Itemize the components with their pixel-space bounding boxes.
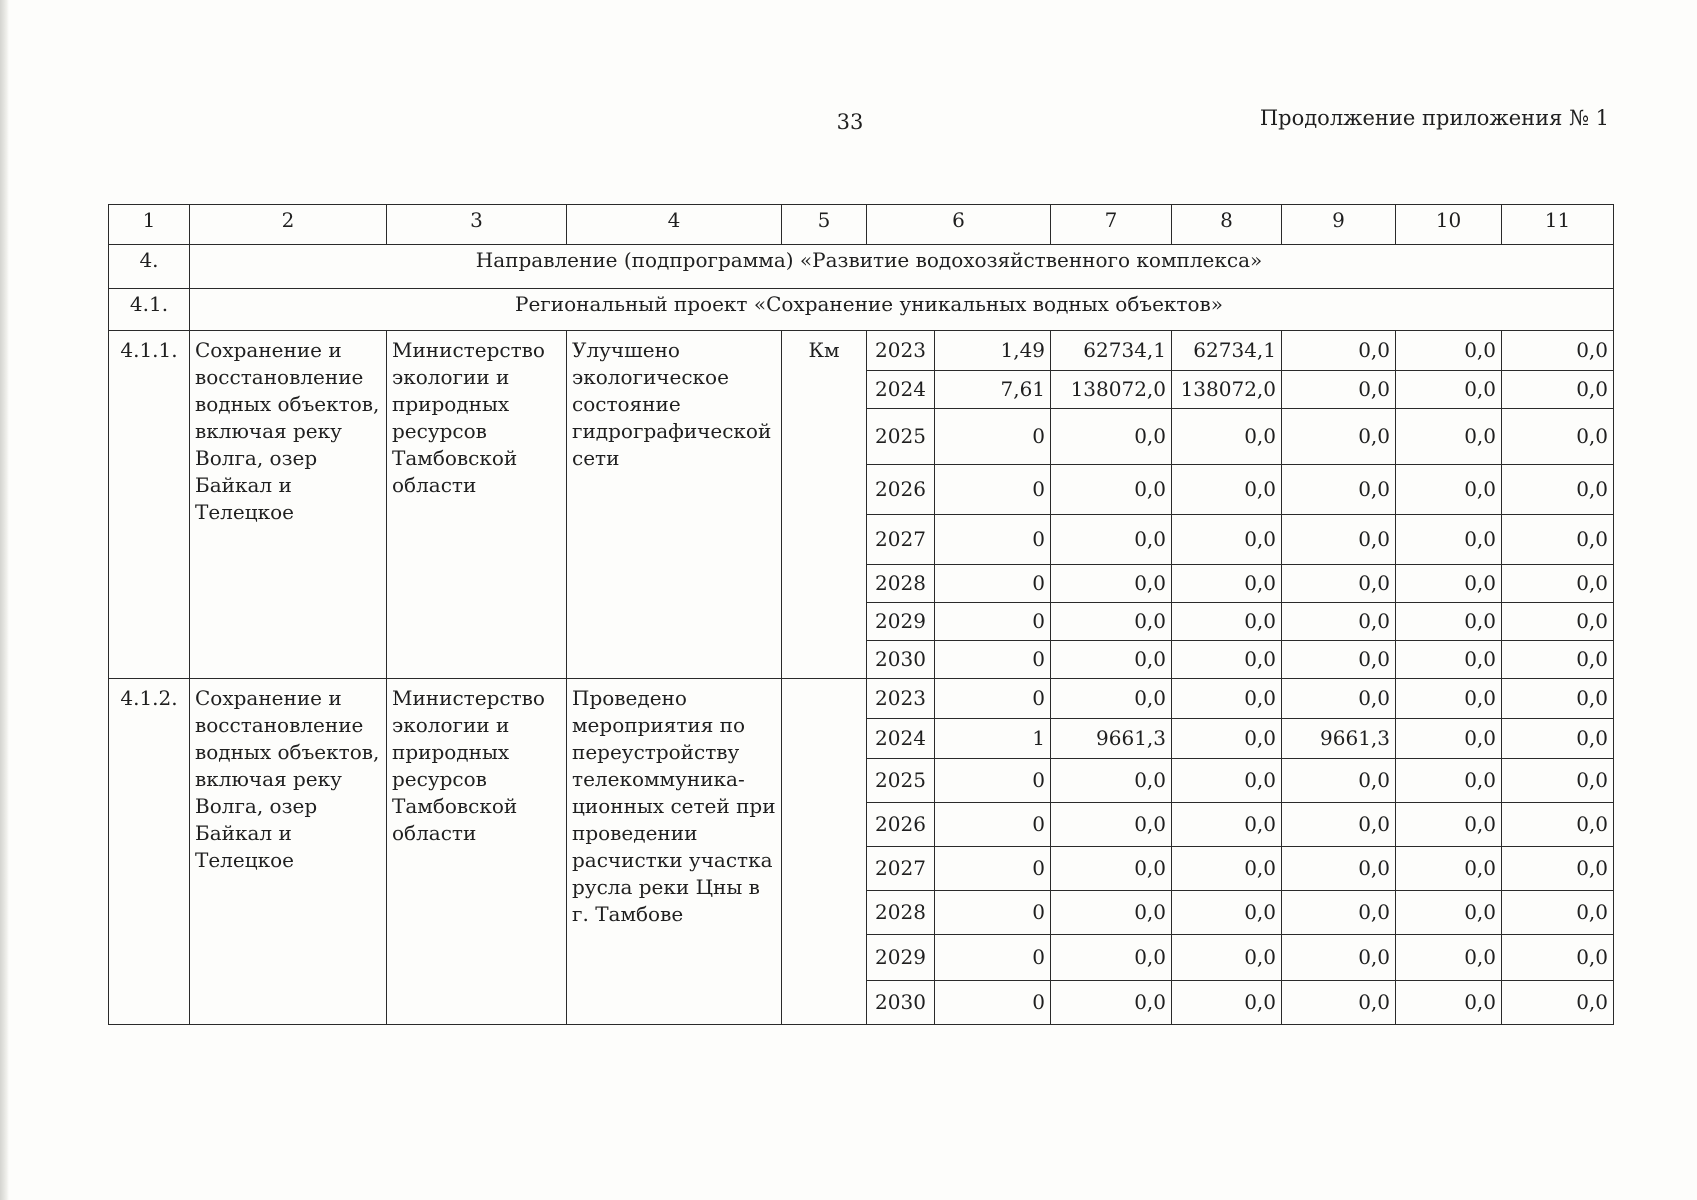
- year-cell: 2027: [867, 847, 935, 891]
- regional-budget: 0,0: [1282, 935, 1396, 981]
- indicator-value: 0: [935, 515, 1051, 565]
- federal-budget: 0,0: [1172, 847, 1282, 891]
- column-number: 3: [387, 205, 567, 245]
- total-amount: 0,0: [1051, 679, 1172, 719]
- year-cell: 2029: [867, 935, 935, 981]
- regional-budget: 0,0: [1282, 465, 1396, 515]
- total-amount: 0,0: [1051, 891, 1172, 935]
- total-amount: 0,0: [1051, 409, 1172, 465]
- year-cell: 2030: [867, 981, 935, 1025]
- indicator-value: 0: [935, 981, 1051, 1025]
- other-sources: 0,0: [1502, 981, 1614, 1025]
- year-cell: 2024: [867, 371, 935, 409]
- indicator-value: 0: [935, 935, 1051, 981]
- year-cell: 2025: [867, 759, 935, 803]
- total-amount: 138072,0: [1051, 371, 1172, 409]
- local-budget: 0,0: [1396, 759, 1502, 803]
- local-budget: 0,0: [1396, 331, 1502, 371]
- page-number: 33: [836, 110, 864, 134]
- indicator-value: 0: [935, 409, 1051, 465]
- total-amount: 0,0: [1051, 641, 1172, 679]
- year-cell: 2029: [867, 603, 935, 641]
- federal-budget: 138072,0: [1172, 371, 1282, 409]
- year-row: [109, 331, 1614, 371]
- column-number: 2: [190, 205, 387, 245]
- federal-budget: 0,0: [1172, 679, 1282, 719]
- expected-result: Проведено мероприятия по переустройству телекоммуника-ционных сетей при проведении расчистки участка русла реки Цны в г. Тамбове: [567, 679, 782, 1025]
- local-budget: 0,0: [1396, 641, 1502, 679]
- local-budget: 0,0: [1396, 981, 1502, 1025]
- regional-budget: 0,0: [1282, 641, 1396, 679]
- other-sources: 0,0: [1502, 465, 1614, 515]
- appendix-continuation-note: Продолжение приложения № 1: [1259, 106, 1609, 130]
- indicator-value: 0: [935, 847, 1051, 891]
- column-number: 9: [1282, 205, 1396, 245]
- indicator-value: 7,61: [935, 371, 1051, 409]
- local-budget: 0,0: [1396, 465, 1502, 515]
- other-sources: 0,0: [1502, 891, 1614, 935]
- federal-budget: 0,0: [1172, 891, 1282, 935]
- total-amount: 0,0: [1051, 759, 1172, 803]
- indicator-value: 1,49: [935, 331, 1051, 371]
- regional-budget: 0,0: [1282, 679, 1396, 719]
- other-sources: 0,0: [1502, 565, 1614, 603]
- year-row: [109, 679, 1614, 719]
- year-cell: 2026: [867, 465, 935, 515]
- total-amount: 0,0: [1051, 981, 1172, 1025]
- section-title: Направление (подпрограмма) «Развитие водохозяйственного комплекса»: [190, 245, 1614, 289]
- column-number: 5: [782, 205, 867, 245]
- regional-budget: 0,0: [1282, 603, 1396, 641]
- federal-budget: 0,0: [1172, 759, 1282, 803]
- regional-budget: 0,0: [1282, 803, 1396, 847]
- total-amount: 0,0: [1051, 935, 1172, 981]
- indicator-value: 0: [935, 803, 1051, 847]
- federal-budget: 0,0: [1172, 409, 1282, 465]
- local-budget: 0,0: [1396, 409, 1502, 465]
- local-budget: 0,0: [1396, 803, 1502, 847]
- year-cell: 2023: [867, 679, 935, 719]
- federal-budget: 0,0: [1172, 981, 1282, 1025]
- federal-budget: 0,0: [1172, 465, 1282, 515]
- indicator-value: 1: [935, 719, 1051, 759]
- other-sources: 0,0: [1502, 679, 1614, 719]
- indicator-value: 0: [935, 641, 1051, 679]
- total-amount: 0,0: [1051, 565, 1172, 603]
- federal-budget: 0,0: [1172, 515, 1282, 565]
- year-cell: 2028: [867, 891, 935, 935]
- column-number: 4: [567, 205, 782, 245]
- other-sources: 0,0: [1502, 409, 1614, 465]
- federal-budget: 0,0: [1172, 935, 1282, 981]
- local-budget: 0,0: [1396, 679, 1502, 719]
- regional-budget: 0,0: [1282, 371, 1396, 409]
- section-number: 4.: [109, 245, 190, 289]
- regional-budget: 0,0: [1282, 515, 1396, 565]
- regional-budget: 0,0: [1282, 847, 1396, 891]
- column-number: 8: [1172, 205, 1282, 245]
- item-number: 4.1.1.: [109, 331, 190, 679]
- regional-budget: 0,0: [1282, 331, 1396, 371]
- local-budget: 0,0: [1396, 935, 1502, 981]
- column-number: 1: [109, 205, 190, 245]
- subsection-title: Региональный проект «Сохранение уникальных водных объектов»: [190, 289, 1614, 331]
- regional-budget: 0,0: [1282, 409, 1396, 465]
- column-number: 7: [1051, 205, 1172, 245]
- subsection-row: [109, 289, 1614, 331]
- local-budget: 0,0: [1396, 847, 1502, 891]
- federal-budget: 0,0: [1172, 641, 1282, 679]
- section-row: [109, 245, 1614, 289]
- local-budget: 0,0: [1396, 371, 1502, 409]
- year-cell: 2025: [867, 409, 935, 465]
- total-amount: 0,0: [1051, 465, 1172, 515]
- other-sources: 0,0: [1502, 847, 1614, 891]
- indicator-value: 0: [935, 465, 1051, 515]
- federal-budget: 0,0: [1172, 719, 1282, 759]
- other-sources: 0,0: [1502, 759, 1614, 803]
- local-budget: 0,0: [1396, 719, 1502, 759]
- indicator-value: 0: [935, 679, 1051, 719]
- regional-budget: 0,0: [1282, 759, 1396, 803]
- local-budget: 0,0: [1396, 891, 1502, 935]
- federal-budget: 0,0: [1172, 603, 1282, 641]
- column-number: 10: [1396, 205, 1502, 245]
- local-budget: 0,0: [1396, 515, 1502, 565]
- other-sources: 0,0: [1502, 331, 1614, 371]
- regional-budget: 9661,3: [1282, 719, 1396, 759]
- expected-result: Улучшено экологическое состояние гидрографической сети: [567, 331, 782, 679]
- indicator-value: 0: [935, 891, 1051, 935]
- responsible-executor: Министерство экологии и природных ресурсов Тамбовской области: [387, 331, 567, 679]
- activity-name: Сохранение и восстановление водных объектов, включая реку Волга, озер Байкал и Телецкое: [190, 679, 387, 1025]
- regional-budget: 0,0: [1282, 981, 1396, 1025]
- other-sources: 0,0: [1502, 803, 1614, 847]
- indicator-value: 0: [935, 565, 1051, 603]
- regional-budget: 0,0: [1282, 565, 1396, 603]
- local-budget: 0,0: [1396, 603, 1502, 641]
- year-cell: 2030: [867, 641, 935, 679]
- total-amount: 62734,1: [1051, 331, 1172, 371]
- federal-budget: 62734,1: [1172, 331, 1282, 371]
- column-number: 11: [1502, 205, 1614, 245]
- total-amount: 9661,3: [1051, 719, 1172, 759]
- column-number-row: [109, 205, 1614, 245]
- other-sources: 0,0: [1502, 641, 1614, 679]
- total-amount: 0,0: [1051, 803, 1172, 847]
- other-sources: 0,0: [1502, 371, 1614, 409]
- federal-budget: 0,0: [1172, 803, 1282, 847]
- total-amount: 0,0: [1051, 603, 1172, 641]
- subsection-number: 4.1.: [109, 289, 190, 331]
- year-cell: 2026: [867, 803, 935, 847]
- measurement-unit: [782, 679, 867, 1025]
- indicator-value: 0: [935, 603, 1051, 641]
- scan-edge: [0, 0, 9, 1200]
- responsible-executor: Министерство экологии и природных ресурсов Тамбовской области: [387, 679, 567, 1025]
- column-number: 6: [867, 205, 1051, 245]
- program-activities-table: [108, 204, 1614, 1025]
- total-amount: 0,0: [1051, 847, 1172, 891]
- year-cell: 2023: [867, 331, 935, 371]
- year-cell: 2027: [867, 515, 935, 565]
- other-sources: 0,0: [1502, 935, 1614, 981]
- federal-budget: 0,0: [1172, 565, 1282, 603]
- other-sources: 0,0: [1502, 719, 1614, 759]
- indicator-value: 0: [935, 759, 1051, 803]
- year-cell: 2028: [867, 565, 935, 603]
- total-amount: 0,0: [1051, 515, 1172, 565]
- item-number: 4.1.2.: [109, 679, 190, 1025]
- regional-budget: 0,0: [1282, 891, 1396, 935]
- other-sources: 0,0: [1502, 603, 1614, 641]
- local-budget: 0,0: [1396, 565, 1502, 603]
- year-cell: 2024: [867, 719, 935, 759]
- measurement-unit: Км: [782, 331, 867, 679]
- other-sources: 0,0: [1502, 515, 1614, 565]
- activity-name: Сохранение и восстановление водных объектов, включая реку Волга, озер Байкал и Телецкое: [190, 331, 387, 679]
